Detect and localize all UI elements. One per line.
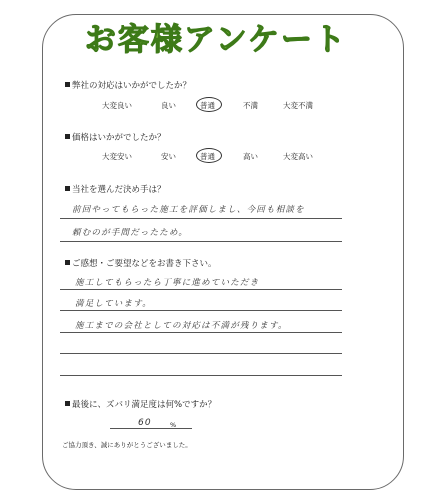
answer-rule (60, 310, 342, 311)
question-reason-label: 当社を選んだ決め手は？ (72, 185, 166, 195)
feedback-answer-line-2: 満足しています。 (75, 299, 152, 309)
answer-rule (60, 218, 342, 219)
price-option-very-expensive: 大変高い (283, 152, 313, 161)
answer-rule (60, 353, 342, 354)
question-satisfaction (65, 398, 216, 410)
question-service (65, 79, 191, 91)
answer-rule (60, 241, 342, 242)
question-price (65, 131, 166, 143)
satisfaction-rule (110, 428, 192, 429)
survey-title: お客様アンケート (84, 22, 348, 58)
bullet-square-icon (65, 186, 70, 191)
bullet-square-icon (65, 401, 70, 406)
question-feedback (65, 257, 217, 269)
price-option-very-cheap: 大変安い (102, 152, 132, 161)
service-selected-circle (196, 97, 222, 112)
question-service-label: 弊社の対応はいかがでしたか？ (72, 81, 192, 91)
satisfaction-value: 60 (138, 418, 152, 428)
bullet-square-icon (65, 82, 70, 87)
feedback-answer-line-3: 施工までの会社としての対応は不満が残ります。 (75, 321, 288, 331)
reason-answer-line-1: 前回やってもらった施工を評価しまし、今回も相談を (72, 205, 305, 215)
feedback-answer-line-1: 施工してもらったら丁寧に進めていただき (75, 278, 260, 288)
answer-rule (60, 375, 342, 376)
answer-rule (60, 332, 342, 333)
price-option-cheap: 安い (161, 152, 176, 161)
service-option-dissatisfied: 不満 (243, 101, 258, 110)
price-option-expensive: 高い (243, 152, 258, 161)
bullet-square-icon (65, 260, 70, 265)
question-satisfaction-label: 最後に、ズバリ満足度は何%ですか？ (72, 400, 217, 410)
answer-rule (60, 289, 342, 290)
satisfaction-unit: % (170, 421, 177, 429)
service-option-very-dissatisfied: 大変不満 (283, 101, 313, 110)
price-option-average: 普通 (200, 152, 215, 161)
service-option-good: 良い (161, 101, 176, 110)
price-selected-circle (196, 148, 222, 163)
question-price-label: 価格はいかがでしたか？ (72, 133, 166, 143)
bullet-square-icon (65, 134, 70, 139)
thank-you-note: ご協力頂き、誠にありがとうございました。 (62, 441, 192, 449)
question-feedback-label: ご感想・ご要望などをお書き下さい。 (72, 259, 217, 269)
reason-answer-line-2: 頼むのが手間だったため。 (72, 228, 189, 238)
service-option-average: 普通 (200, 101, 215, 110)
service-option-very-good: 大変良い (102, 101, 132, 110)
question-reason (65, 183, 166, 195)
